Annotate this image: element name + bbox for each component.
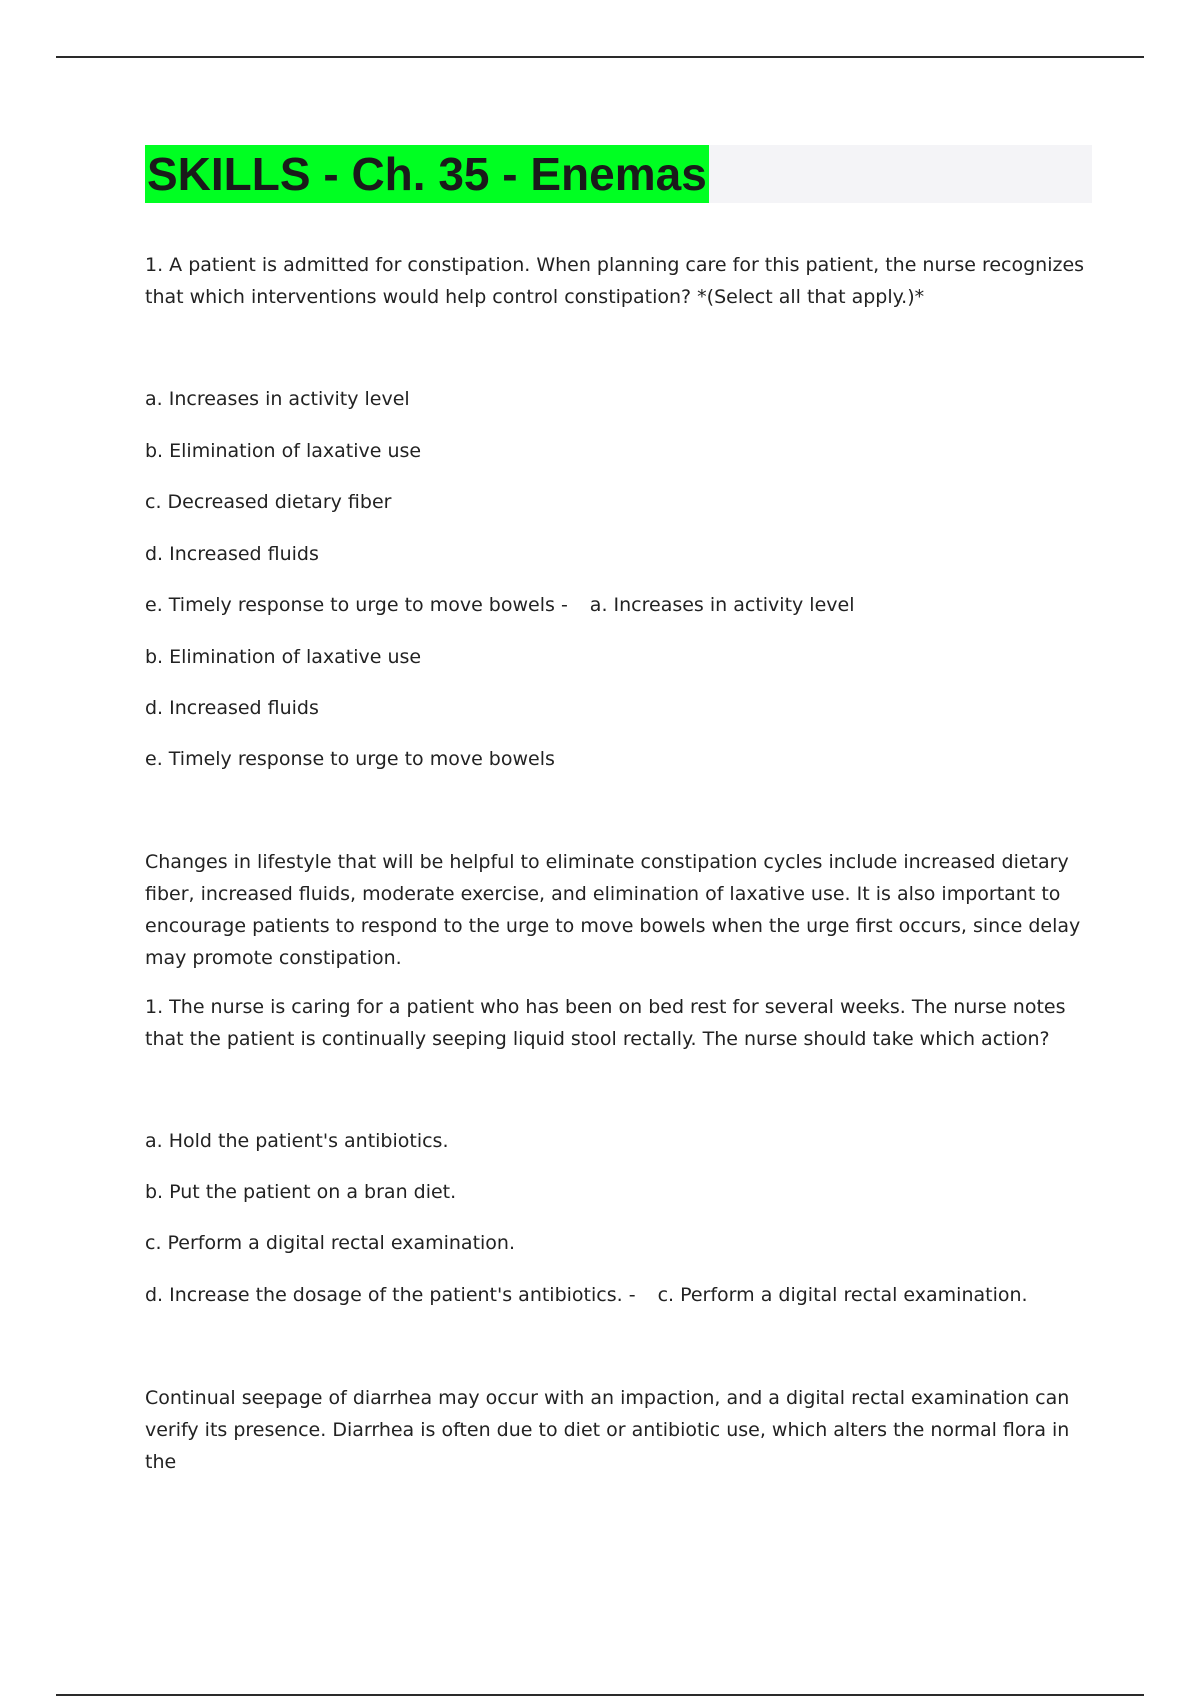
q1-answer-e: e. Timely response to urge to move bowels (145, 748, 555, 770)
q1-option-d: d. Increased fluids (145, 543, 319, 565)
q1-option-e: e. Timely response to urge to move bowels - (145, 594, 568, 616)
q2-option-d-row (145, 1282, 1028, 1308)
q1-answer-d: d. Increased fluids (145, 697, 319, 719)
question-1-text: 1. A patient is admitted for constipation. When planning care for this patient, the nurse recognizes that which interventions would help control constipation? *(Select all that apply.)* (145, 254, 1085, 308)
q1-option-a: a. Increases in activity level (145, 388, 410, 410)
question-1-rationale: Changes in lifestyle that will be helpful to eliminate constipation cycles include increased dietary fiber, increased fluids, moderate exercise, and elimination of laxative use. It is also important to encourage patients to respond to the urge to move bowels when the urge first occurs, since delay may promote constipation. (145, 851, 1081, 969)
q1-answer-first: a. Increases in activity level (589, 594, 855, 616)
q2-answer: c. Perform a digital rectal examination. (657, 1284, 1028, 1306)
top-rule (56, 56, 1144, 58)
q1-option-c: c. Decreased dietary fiber (145, 491, 392, 513)
q2-option-d: d. Increase the dosage of the patient's antibiotics. - (145, 1284, 636, 1306)
q1-option-e-row (145, 592, 854, 618)
question-2-text: 1. The nurse is caring for a patient who has been on bed rest for several weeks. The nurse notes that the patient is continually seeping liquid stool rectally. The nurse should take which action? (145, 996, 1066, 1050)
q2-option-c: c. Perform a digital rectal examination. (145, 1232, 516, 1254)
bottom-rule (56, 1694, 1144, 1696)
question-2-rationale: Continual seepage of diarrhea may occur with an impaction, and a digital rectal examination can verify its presence. Diarrhea is often due to diet or antibiotic use, which alters the normal flora in the (145, 1387, 1070, 1473)
page-title: SKILLS - Ch. 35 - Enemas (145, 145, 709, 203)
q1-option-b: b. Elimination of laxative use (145, 440, 422, 462)
q2-option-a: a. Hold the patient's antibiotics. (145, 1130, 449, 1152)
q1-answer-b: b. Elimination of laxative use (145, 646, 422, 668)
q2-option-b: b. Put the patient on a bran diet. (145, 1181, 457, 1203)
